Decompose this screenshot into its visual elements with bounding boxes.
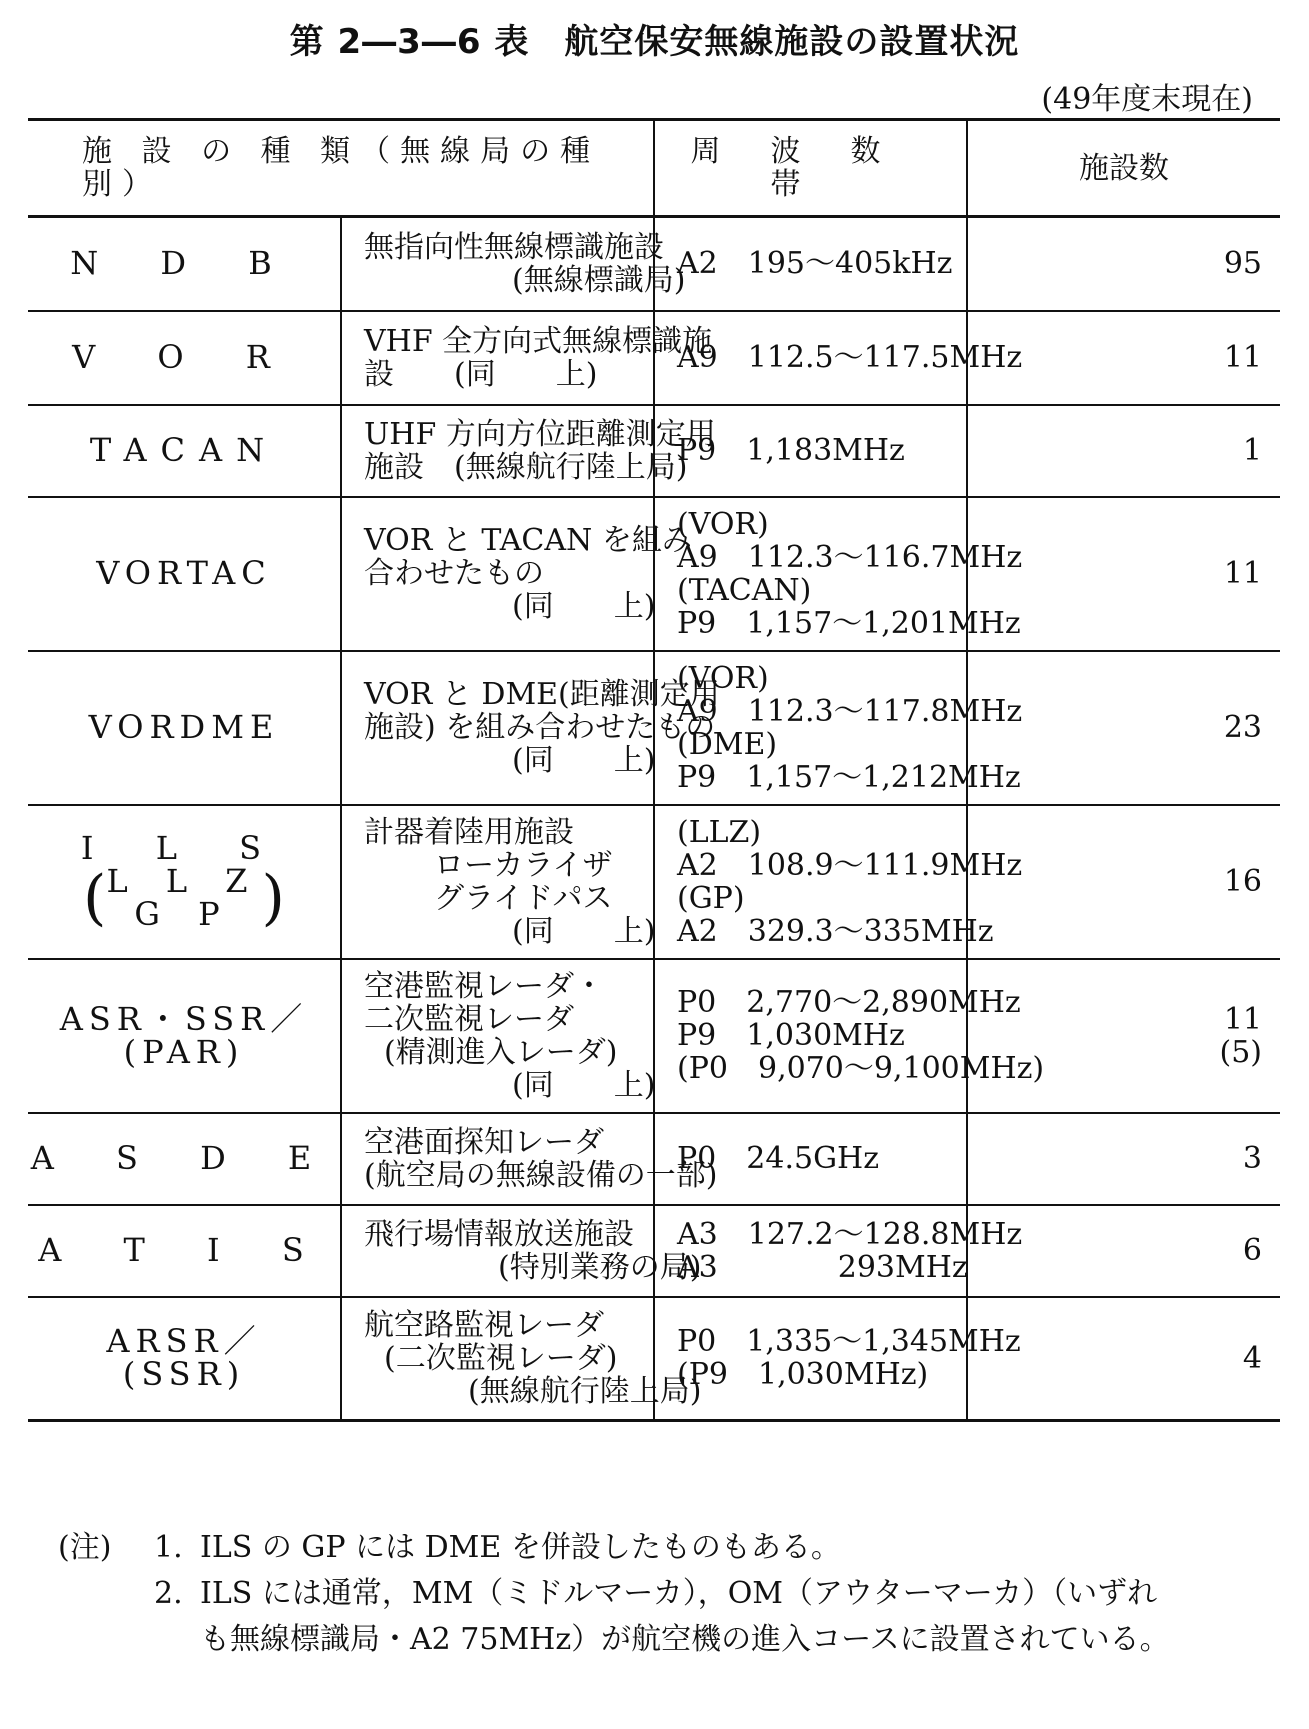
facility-name [341, 311, 713, 405]
note-number: 2. [154, 1576, 183, 1611]
facility-name-line: 施設 (無線航行陸上局) [364, 449, 688, 485]
frequency-line: A9 112.3〜117.8MHz [677, 693, 1023, 729]
facility-count [967, 1113, 1280, 1205]
facility-name [341, 497, 692, 651]
table-row [28, 217, 1280, 311]
frequency-line: (P9 1,030MHz) [677, 1357, 929, 1393]
facility-code [28, 497, 341, 651]
facility-code [28, 651, 341, 805]
facility-count-value: 6 [1242, 1233, 1262, 1268]
table-row [28, 1297, 1280, 1421]
frequency-line: P0 2,770〜2,890MHz [677, 985, 1021, 1020]
facility-code-line: I L S [80, 829, 288, 867]
facility-name-line: 空港面探知レーダ [364, 1124, 604, 1160]
facility-name-line: (同 上) [512, 913, 656, 949]
facility-code [28, 959, 341, 1113]
frequency-line: (LLZ) [677, 814, 762, 850]
facility-code [28, 1205, 341, 1297]
as-of-date: (49年度末現在) [1041, 82, 1253, 117]
facility-count [967, 217, 1280, 311]
facility-code-line: ASR・SSR／ [59, 999, 309, 1038]
frequency-line: A3 127.2〜128.8MHz [677, 1216, 1023, 1252]
note-number: 1. [154, 1530, 183, 1565]
facility-code-line: TACAN [89, 431, 279, 469]
frequency-line: P9 1,030MHz [677, 1018, 905, 1053]
frequency-line: A9 112.3〜116.7MHz [677, 539, 1023, 575]
facility-count-value: 95 [1223, 246, 1262, 282]
table-row [28, 805, 1280, 959]
frequency-line: (GP) [677, 880, 745, 916]
facility-code [28, 1297, 341, 1421]
table-title: 第 2―3―6 表 航空保安無線施設の設置状況 [289, 22, 1020, 62]
facility-code-line: (SSR) [122, 1355, 246, 1394]
facility-name-line: 合わせたもの [364, 556, 544, 591]
frequency-line: P9 1,157〜1,201MHz [677, 605, 1021, 641]
notes-label: (注) [58, 1530, 112, 1565]
facility-code-line: A T I S [38, 1231, 330, 1269]
facility-name-line: 設 (同 上) [364, 356, 598, 392]
table-row [28, 311, 1280, 405]
frequency-line: (P0 9,070〜9,100MHz) [677, 1051, 1045, 1086]
facility-count-value: 11 [1223, 556, 1262, 591]
facility-name [341, 1297, 702, 1421]
frequency-line: (TACAN) [677, 572, 812, 608]
facility-name-line: (同 上) [512, 1067, 656, 1103]
facility-name-line: (同 上) [512, 589, 656, 624]
notes [58, 1525, 1288, 1663]
frequency-line: P9 1,183MHz [677, 433, 905, 468]
facilities-table [28, 118, 1280, 1422]
frequency-band [654, 1205, 1023, 1297]
table-row [28, 497, 1280, 651]
facility-count-value: 23 [1223, 710, 1262, 745]
frequency-band [654, 497, 1023, 651]
facility-name [341, 651, 720, 805]
facility-code [28, 1113, 341, 1205]
facility-name-line: グライドパス [434, 880, 613, 916]
facility-subcode: G P [134, 895, 234, 933]
facility-name-line: (無線航行陸上局) [468, 1373, 702, 1409]
note-text: ILS には通常，MM（ミドルマーカ），OM（アウターマーカ）（いずれ [200, 1576, 1158, 1611]
facility-code-line: VORTAC [96, 554, 272, 592]
header-count: 施設数 [967, 120, 1280, 217]
facility-code-line: ARSR／ [106, 1322, 262, 1361]
facility-count-value: 11 [1223, 340, 1262, 375]
frequency-band [654, 217, 967, 311]
facility-name-line: VHF 全方向式無線標識施 [364, 323, 713, 359]
table-row [28, 1205, 1280, 1297]
facility-code-line: (PAR) [123, 1032, 245, 1071]
facility-count [967, 959, 1280, 1113]
frequency-line: (VOR) [677, 506, 769, 542]
table-row [28, 1113, 1280, 1205]
facility-name [341, 959, 654, 1113]
facility-name-line: (無線標識局) [512, 262, 686, 298]
frequency-band [654, 959, 1045, 1113]
table-row [28, 405, 1280, 497]
frequency-line: P0 24.5GHz [677, 1141, 880, 1176]
note-1 [58, 1525, 1288, 1571]
frequency-line: A2 329.3〜335MHz [677, 913, 994, 949]
facility-code [28, 405, 341, 497]
facility-subcode: L L Z [106, 862, 262, 900]
facility-name-line: UHF 方向方位距離測定用 [364, 416, 716, 452]
facility-name-line: (航空局の無線設備の一部) [364, 1157, 718, 1193]
frequency-band [654, 805, 1023, 959]
facility-count [967, 405, 1280, 497]
facility-name-line: 飛行場情報放送施設 [364, 1216, 634, 1252]
facility-count-value: 11 [1223, 1001, 1262, 1037]
facility-name [341, 1113, 718, 1205]
facility-count-value: 4 [1242, 1340, 1262, 1376]
facility-name-line: 無指向性無線標識施設 [364, 229, 664, 265]
frequency-line: A2 108.9〜111.9MHz [677, 847, 1023, 883]
facility-name-line: 施設) を組み合わせたもの [364, 710, 716, 745]
facility-code [28, 311, 341, 405]
facility-name-line: 空港監視レーダ・ [364, 968, 604, 1004]
facility-name [341, 1205, 702, 1297]
facility-name [341, 217, 686, 311]
facility-name-line: (二次監視レーダ) [384, 1340, 618, 1376]
facility-code [28, 217, 341, 311]
facility-count-value: 3 [1242, 1141, 1262, 1176]
facility-code-line: VORDME [88, 708, 280, 746]
note-2 [58, 1571, 1288, 1617]
facility-count-value: 16 [1223, 864, 1262, 899]
table-row [28, 651, 1280, 805]
facility-code-line: A S D E [30, 1139, 338, 1177]
facility-name-line: 計器着陸用施設 [364, 814, 574, 850]
frequency-line: (DME) [677, 726, 778, 762]
facility-name-line: VOR と TACAN を組み [364, 523, 692, 558]
facility-name [341, 805, 654, 959]
frequency-line: A2 195〜405kHz [677, 246, 953, 282]
facility-name-line: (精測進入レーダ) [384, 1034, 618, 1070]
frequency-line: A3 293MHz [677, 1249, 968, 1285]
facility-name-line: 航空路監視レーダ [364, 1307, 604, 1343]
sub-code-group: ( L L Z G P ) [83, 862, 285, 933]
facility-name-line: 二次監視レーダ [364, 1001, 574, 1037]
facility-count-value: 1 [1242, 433, 1262, 468]
frequency-band [654, 651, 1023, 805]
facility-name-line: (特別業務の局) [498, 1249, 702, 1285]
frequency-line: A9 112.5〜117.5MHz [677, 340, 1023, 375]
facility-name-line: ローカライザ [434, 847, 613, 883]
frequency-line: P0 1,335〜1,345MHz [677, 1324, 1021, 1360]
facility-code [28, 805, 341, 959]
frequency-line: P9 1,157〜1,212MHz [677, 759, 1021, 795]
table-header-row [28, 120, 1280, 217]
facility-count-value: (5) [1219, 1034, 1262, 1070]
note-2-continuation: も無線標識局・A2 75MHz）が航空機の進入コースに設置されている。 [200, 1622, 1170, 1657]
note-text: ILS の GP には DME を併設したものもある。 [200, 1530, 841, 1565]
table-body [28, 217, 1280, 1421]
header-kind: 施 設 の 種 類（無線局の種別） [28, 120, 654, 217]
facility-name-line: (同 上) [512, 743, 656, 778]
facility-code-line: N D B [70, 244, 298, 283]
facility-name [341, 405, 716, 497]
header-frequency: 周波数帯 [654, 120, 967, 217]
facility-name-line: VOR と DME(距離測定用 [364, 677, 720, 712]
facility-code-line: V O R [72, 338, 296, 376]
frequency-line: (VOR) [677, 660, 769, 696]
table-row [28, 959, 1280, 1113]
